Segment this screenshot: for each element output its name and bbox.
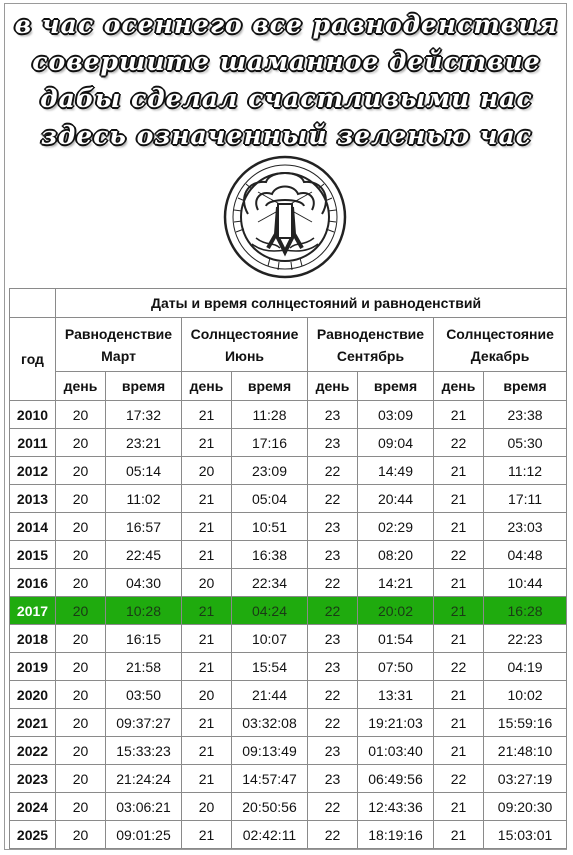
day-cell: 20 — [56, 429, 106, 457]
time-cell: 04:48 — [484, 541, 567, 569]
event-header-december-line1: Солнцестояние — [446, 325, 554, 342]
time-cell: 22:45 — [106, 541, 182, 569]
day-cell: 20 — [56, 569, 106, 597]
table-row — [10, 737, 567, 765]
day-cell: 20 — [56, 765, 106, 793]
poem-line-2: совершите шаманное действие — [32, 47, 541, 76]
event-header-march — [56, 318, 182, 372]
day-cell: 23 — [308, 653, 358, 681]
year-cell: 2021 — [10, 709, 56, 737]
day-cell: 20 — [56, 737, 106, 765]
day-cell: 22 — [308, 597, 358, 625]
day-cell: 20 — [182, 457, 232, 485]
day-cell: 20 — [56, 709, 106, 737]
table-row — [10, 569, 567, 597]
year-cell: 2017 — [10, 597, 56, 625]
time-cell: 17:11 — [484, 485, 567, 513]
table-row — [10, 681, 567, 709]
day-cell: 21 — [182, 485, 232, 513]
year-cell: 2025 — [10, 821, 56, 849]
year-cell: 2019 — [10, 653, 56, 681]
table-row — [10, 709, 567, 737]
time-cell: 06:49:56 — [358, 765, 434, 793]
poem-line-1: в час осеннего все равноденствия — [14, 10, 559, 39]
time-cell: 09:04 — [358, 429, 434, 457]
day-cell: 23 — [308, 513, 358, 541]
poem — [0, 6, 573, 154]
year-cell: 2020 — [10, 681, 56, 709]
time-cell: 03:50 — [106, 681, 182, 709]
day-cell: 21 — [434, 681, 484, 709]
time-cell: 04:24 — [232, 597, 308, 625]
event-header-june-line1: Солнцестояние — [190, 325, 299, 342]
time-cell: 05:14 — [106, 457, 182, 485]
time-cell: 02:29 — [358, 513, 434, 541]
year-cell: 2018 — [10, 625, 56, 653]
day-cell: 22 — [308, 457, 358, 485]
time-cell: 15:54 — [232, 653, 308, 681]
day-cell: 21 — [182, 625, 232, 653]
time-cell: 10:28 — [106, 597, 182, 625]
time-cell: 22:23 — [484, 625, 567, 653]
day-cell: 21 — [434, 793, 484, 821]
day-cell: 20 — [182, 793, 232, 821]
table-row — [10, 625, 567, 653]
day-cell: 21 — [182, 737, 232, 765]
time-cell: 22:34 — [232, 569, 308, 597]
time-cell: 16:57 — [106, 513, 182, 541]
table-row — [10, 513, 567, 541]
day-cell: 21 — [434, 709, 484, 737]
day-cell: 20 — [56, 401, 106, 429]
event-header-june-line2: Июнь — [224, 347, 265, 364]
time-cell: 09:13:49 — [232, 737, 308, 765]
day-cell: 20 — [56, 541, 106, 569]
day-cell: 20 — [56, 597, 106, 625]
time-cell: 09:20:30 — [484, 793, 567, 821]
day-cell: 21 — [182, 821, 232, 849]
day-cell: 21 — [434, 569, 484, 597]
year-cell: 2023 — [10, 765, 56, 793]
time-header: время — [484, 372, 567, 401]
time-cell: 07:50 — [358, 653, 434, 681]
table-row — [10, 765, 567, 793]
year-cell: 2024 — [10, 793, 56, 821]
time-cell: 02:42:11 — [232, 821, 308, 849]
poem-line-3: дабы сделал счастливыми нас — [40, 84, 533, 113]
event-header-march-line2: Март — [101, 347, 136, 364]
time-cell: 18:19:16 — [358, 821, 434, 849]
day-cell: 22 — [308, 821, 358, 849]
time-cell: 16:15 — [106, 625, 182, 653]
time-cell: 01:54 — [358, 625, 434, 653]
day-cell: 20 — [56, 821, 106, 849]
day-cell: 22 — [434, 653, 484, 681]
table-row — [10, 457, 567, 485]
time-cell: 20:44 — [358, 485, 434, 513]
time-cell: 08:20 — [358, 541, 434, 569]
time-cell: 11:28 — [232, 401, 308, 429]
time-cell: 10:51 — [232, 513, 308, 541]
event-header-september-line1: Равноденствие — [316, 325, 425, 342]
time-cell: 13:31 — [358, 681, 434, 709]
event-header-december-line2: Декабрь — [470, 347, 530, 364]
year-cell: 2010 — [10, 401, 56, 429]
day-cell: 20 — [56, 625, 106, 653]
time-cell: 04:30 — [106, 569, 182, 597]
time-cell: 17:16 — [232, 429, 308, 457]
tree-of-life-emblem — [218, 152, 352, 282]
time-header: время — [232, 372, 308, 401]
time-cell: 01:03:40 — [358, 737, 434, 765]
time-header: время — [358, 372, 434, 401]
time-cell: 15:59:16 — [484, 709, 567, 737]
day-cell: 20 — [56, 513, 106, 541]
time-cell: 15:03:01 — [484, 821, 567, 849]
day-header: день — [182, 372, 232, 401]
time-cell: 05:04 — [232, 485, 308, 513]
time-cell: 21:44 — [232, 681, 308, 709]
day-cell: 20 — [56, 681, 106, 709]
time-cell: 04:19 — [484, 653, 567, 681]
time-cell: 23:21 — [106, 429, 182, 457]
day-cell: 21 — [434, 737, 484, 765]
time-cell: 15:33:23 — [106, 737, 182, 765]
day-cell: 21 — [182, 597, 232, 625]
time-cell: 16:38 — [232, 541, 308, 569]
time-cell: 12:43:36 — [358, 793, 434, 821]
time-cell: 03:32:08 — [232, 709, 308, 737]
day-cell: 22 — [434, 429, 484, 457]
day-cell: 23 — [308, 625, 358, 653]
time-cell: 23:38 — [484, 401, 567, 429]
day-cell: 23 — [308, 429, 358, 457]
time-cell: 17:32 — [106, 401, 182, 429]
day-cell: 20 — [182, 569, 232, 597]
day-cell: 23 — [308, 737, 358, 765]
year-header: год — [10, 318, 56, 401]
day-cell: 22 — [308, 709, 358, 737]
table-row — [10, 793, 567, 821]
day-cell: 22 — [308, 485, 358, 513]
time-header: время — [106, 372, 182, 401]
solstice-equinox-table — [9, 288, 567, 849]
day-cell: 21 — [182, 401, 232, 429]
table-row — [10, 485, 567, 513]
time-cell: 21:24:24 — [106, 765, 182, 793]
table-row — [10, 401, 567, 429]
time-cell: 11:02 — [106, 485, 182, 513]
day-cell: 23 — [308, 401, 358, 429]
event-header-march-line1: Равноденствие — [64, 325, 173, 342]
day-cell: 22 — [434, 541, 484, 569]
time-cell: 10:07 — [232, 625, 308, 653]
time-cell: 16:28 — [484, 597, 567, 625]
day-header: день — [434, 372, 484, 401]
time-cell: 14:57:47 — [232, 765, 308, 793]
day-cell: 21 — [434, 597, 484, 625]
day-cell: 22 — [308, 681, 358, 709]
event-header-june — [182, 318, 308, 372]
time-cell: 20:50:56 — [232, 793, 308, 821]
time-cell: 03:06:21 — [106, 793, 182, 821]
time-cell: 19:21:03 — [358, 709, 434, 737]
day-cell: 20 — [182, 681, 232, 709]
day-cell: 21 — [434, 457, 484, 485]
day-cell: 22 — [308, 793, 358, 821]
table-row — [10, 597, 567, 625]
day-cell: 23 — [308, 541, 358, 569]
day-cell: 22 — [308, 569, 358, 597]
time-cell: 05:30 — [484, 429, 567, 457]
day-header: день — [56, 372, 106, 401]
day-header: день — [308, 372, 358, 401]
table-row — [10, 821, 567, 849]
time-cell: 20:02 — [358, 597, 434, 625]
time-cell: 09:01:25 — [106, 821, 182, 849]
day-cell: 21 — [434, 625, 484, 653]
time-cell: 14:49 — [358, 457, 434, 485]
year-cell: 2012 — [10, 457, 56, 485]
day-cell: 20 — [56, 793, 106, 821]
time-cell: 10:02 — [484, 681, 567, 709]
day-cell: 21 — [182, 541, 232, 569]
year-cell: 2013 — [10, 485, 56, 513]
time-cell: 23:03 — [484, 513, 567, 541]
table-row — [10, 541, 567, 569]
table-row — [10, 429, 567, 457]
event-header-december — [434, 318, 567, 372]
year-cell: 2022 — [10, 737, 56, 765]
day-cell: 21 — [182, 653, 232, 681]
time-cell: 14:21 — [358, 569, 434, 597]
day-cell: 23 — [308, 765, 358, 793]
table-caption: Даты и время солнцестояний и равноденствий — [56, 289, 567, 318]
table-body — [10, 401, 567, 849]
day-cell: 20 — [56, 485, 106, 513]
time-cell: 21:48:10 — [484, 737, 567, 765]
day-cell: 21 — [182, 709, 232, 737]
day-cell: 21 — [182, 429, 232, 457]
event-header-september — [308, 318, 434, 372]
year-cell: 2011 — [10, 429, 56, 457]
table-caption-spacer — [10, 289, 56, 318]
day-cell: 22 — [434, 765, 484, 793]
time-cell: 23:09 — [232, 457, 308, 485]
day-cell: 21 — [182, 765, 232, 793]
poem-line-4: здесь означенный зеленью час — [40, 121, 533, 150]
day-cell: 21 — [434, 821, 484, 849]
time-cell: 03:09 — [358, 401, 434, 429]
event-header-september-line2: Сентябрь — [336, 347, 405, 364]
day-cell: 21 — [434, 401, 484, 429]
year-cell: 2014 — [10, 513, 56, 541]
time-cell: 09:37:27 — [106, 709, 182, 737]
day-cell: 21 — [434, 513, 484, 541]
day-cell: 20 — [56, 457, 106, 485]
time-cell: 10:44 — [484, 569, 567, 597]
day-cell: 21 — [182, 513, 232, 541]
year-cell: 2015 — [10, 541, 56, 569]
time-cell: 11:12 — [484, 457, 567, 485]
year-cell: 2016 — [10, 569, 56, 597]
table-row — [10, 653, 567, 681]
day-cell: 21 — [434, 485, 484, 513]
day-cell: 20 — [56, 653, 106, 681]
time-cell: 21:58 — [106, 653, 182, 681]
time-cell: 03:27:19 — [484, 765, 567, 793]
